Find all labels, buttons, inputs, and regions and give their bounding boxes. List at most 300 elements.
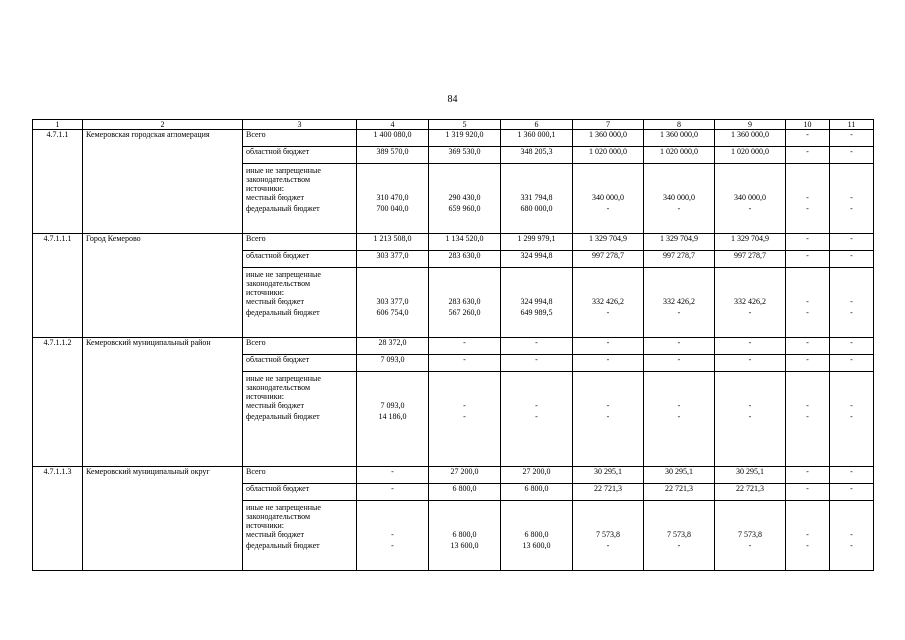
- other-sources-label: [243, 164, 357, 234]
- value-cell: 1 400 080,0: [357, 130, 429, 147]
- source-label-line: источники:: [246, 288, 284, 297]
- blank-line: [833, 374, 870, 383]
- blank-line: [789, 392, 826, 401]
- blank-line: [504, 184, 569, 193]
- blank-line: [432, 503, 497, 512]
- value-cell: -: [786, 251, 830, 268]
- column-number: 4: [357, 120, 429, 130]
- value-stack: [432, 503, 497, 550]
- local-value: -: [850, 193, 853, 202]
- local-value: 332 426,2: [663, 297, 695, 306]
- value-stack: [833, 503, 870, 550]
- other-sources-lines: [246, 270, 353, 317]
- blank-line: [432, 288, 497, 297]
- value-cell: 1 360 000,0: [573, 130, 644, 147]
- value-cell: [573, 372, 644, 467]
- blank-line: [360, 374, 425, 383]
- territory-name: Кемеровский муниципальный округ: [83, 467, 243, 571]
- column-number: 9: [715, 120, 786, 130]
- value-cell: 283 630,0: [429, 251, 501, 268]
- blank-line: [647, 392, 711, 401]
- value-cell: 22 721,3: [644, 484, 715, 501]
- blank-line: [789, 270, 826, 279]
- column-number: 1: [33, 120, 83, 130]
- column-number: 11: [830, 120, 874, 130]
- value-cell: 1 329 704,9: [573, 234, 644, 251]
- value-cell: 1 360 000,1: [501, 130, 573, 147]
- blank-line: [789, 521, 826, 530]
- federal-value: -: [806, 204, 809, 213]
- source-label-line: источники:: [246, 184, 284, 193]
- value-cell: -: [715, 355, 786, 372]
- column-number: 10: [786, 120, 830, 130]
- blank-line: [789, 175, 826, 184]
- value-cell: -: [357, 484, 429, 501]
- blank-line: [360, 288, 425, 297]
- value-stack: [576, 166, 640, 213]
- blank-line: [647, 521, 711, 530]
- blank-line: [360, 184, 425, 193]
- source-label-line: федеральный бюджет: [246, 308, 320, 317]
- other-sources-lines: [246, 503, 353, 550]
- value-cell: -: [786, 484, 830, 501]
- federal-value: -: [606, 204, 610, 213]
- federal-value: -: [806, 412, 809, 421]
- blank-line: [432, 512, 497, 521]
- blank-line: [789, 503, 826, 512]
- local-value: -: [806, 193, 809, 202]
- blank-line: [647, 270, 711, 279]
- blank-line: [833, 175, 870, 184]
- blank-line: [576, 392, 640, 401]
- value-cell: 1 020 000,0: [573, 147, 644, 164]
- value-cell: 348 205,3: [501, 147, 573, 164]
- blank-line: [576, 521, 640, 530]
- value-cell: 1 299 979,1: [501, 234, 573, 251]
- blank-line: [504, 270, 569, 279]
- local-value: 310 470,0: [376, 193, 409, 202]
- blank-line: [718, 184, 782, 193]
- value-stack: [647, 270, 711, 317]
- territory-name: Кемеровская городская агломерация: [83, 130, 243, 234]
- blank-line: [432, 374, 497, 383]
- row-total: [33, 338, 874, 355]
- blank-line: [432, 392, 497, 401]
- value-stack: [504, 503, 569, 550]
- value-cell: -: [786, 147, 830, 164]
- local-value: 290 430,0: [448, 193, 481, 202]
- value-cell: [644, 372, 715, 467]
- source-label-line: иные не запрещенные: [246, 374, 321, 383]
- other-sources-lines: [246, 166, 353, 213]
- value-cell: 324 994,8: [501, 251, 573, 268]
- local-value: -: [806, 401, 809, 410]
- federal-value: -: [748, 204, 752, 213]
- source-label-line: федеральный бюджет: [246, 412, 320, 421]
- value-stack: [647, 166, 711, 213]
- blank-line: [576, 374, 640, 383]
- blank-line: [718, 512, 782, 521]
- column-number: 6: [501, 120, 573, 130]
- blank-line: [718, 279, 782, 288]
- blank-line: [647, 503, 711, 512]
- source-label-line: иные не запрещенные: [246, 166, 321, 175]
- local-value: -: [806, 297, 809, 306]
- blank-line: [718, 503, 782, 512]
- federal-value: -: [463, 412, 466, 421]
- blank-line: [718, 288, 782, 297]
- federal-value: -: [748, 412, 752, 421]
- value-cell: 1 020 000,0: [644, 147, 715, 164]
- blank-line: [789, 374, 826, 383]
- source-label-line: местный бюджет: [246, 401, 304, 410]
- blank-line: [789, 279, 826, 288]
- local-value: -: [850, 297, 853, 306]
- blank-line: [576, 166, 640, 175]
- source-regional-label: областной бюджет: [243, 355, 357, 372]
- federal-value: -: [748, 541, 752, 550]
- blank-line: [576, 270, 640, 279]
- value-cell: 389 570,0: [357, 147, 429, 164]
- blank-line: [647, 279, 711, 288]
- value-cell: 1 213 508,0: [357, 234, 429, 251]
- blank-line: [789, 166, 826, 175]
- blank-line: [833, 279, 870, 288]
- column-number: 3: [243, 120, 357, 130]
- blank-line: [432, 184, 497, 193]
- local-value: 7 573,8: [667, 530, 691, 539]
- local-value: 332 426,2: [592, 297, 624, 306]
- blank-line: [504, 288, 569, 297]
- blank-line: [360, 383, 425, 392]
- local-value: 7 573,8: [738, 530, 762, 539]
- source-regional-label: областной бюджет: [243, 251, 357, 268]
- local-value: 303 377,0: [376, 297, 409, 306]
- local-value: 7 093,0: [380, 401, 405, 410]
- source-label-line: местный бюджет: [246, 193, 304, 202]
- value-cell: -: [786, 130, 830, 147]
- blank-line: [432, 270, 497, 279]
- value-stack: [647, 503, 711, 550]
- value-cell: 303 377,0: [357, 251, 429, 268]
- value-stack: [576, 270, 640, 317]
- federal-value: 680 000,0: [520, 204, 553, 213]
- column-number-row: [33, 120, 874, 130]
- value-cell: [429, 164, 501, 234]
- value-stack: [504, 270, 569, 317]
- blank-line: [576, 175, 640, 184]
- source-regional-label: областной бюджет: [243, 484, 357, 501]
- federal-value: 606 754,0: [376, 308, 409, 317]
- source-label-line: законодательством: [246, 175, 311, 184]
- blank-line: [789, 184, 826, 193]
- value-cell: [830, 501, 874, 571]
- federal-value: -: [850, 204, 853, 213]
- federal-value: -: [535, 412, 538, 421]
- blank-line: [647, 383, 711, 392]
- value-cell: [357, 268, 429, 338]
- local-value: -: [535, 401, 538, 410]
- federal-value: -: [606, 308, 610, 317]
- value-cell: [786, 164, 830, 234]
- value-cell: -: [357, 467, 429, 484]
- column-number: 5: [429, 120, 501, 130]
- blank-line: [432, 279, 497, 288]
- measure-code: 4.7.1.1.3: [33, 467, 83, 571]
- blank-line: [647, 184, 711, 193]
- source-label-line: законодательством: [246, 512, 311, 521]
- federal-value: 567 260,0: [448, 308, 481, 317]
- source-label-line: федеральный бюджет: [246, 204, 320, 213]
- value-cell: 27 200,0: [429, 467, 501, 484]
- federal-value: 700 040,0: [376, 204, 409, 213]
- value-cell: -: [501, 355, 573, 372]
- local-value: 340 000,0: [734, 193, 766, 202]
- federal-value: -: [677, 308, 681, 317]
- value-stack: [360, 166, 425, 213]
- source-label-line: федеральный бюджет: [246, 541, 320, 550]
- blank-line: [576, 503, 640, 512]
- source-label-line: источники:: [246, 521, 284, 530]
- other-sources-label: [243, 372, 357, 467]
- value-cell: [644, 164, 715, 234]
- blank-line: [789, 383, 826, 392]
- source-label-line: местный бюджет: [246, 297, 304, 306]
- value-stack: [360, 270, 425, 317]
- value-cell: [786, 372, 830, 467]
- federal-value: -: [677, 412, 681, 421]
- blank-line: [789, 288, 826, 297]
- row-total: [33, 130, 874, 147]
- federal-value: -: [677, 541, 681, 550]
- blank-line: [833, 512, 870, 521]
- value-cell: 1 134 520,0: [429, 234, 501, 251]
- value-stack: [647, 374, 711, 421]
- value-cell: 1 319 920,0: [429, 130, 501, 147]
- blank-line: [718, 392, 782, 401]
- value-cell: 997 278,7: [644, 251, 715, 268]
- local-value: -: [748, 401, 752, 410]
- other-sources-label: [243, 268, 357, 338]
- blank-line: [718, 175, 782, 184]
- federal-value: 649 989,5: [520, 308, 553, 317]
- source-total-label: Всего: [243, 467, 357, 484]
- blank-line: [833, 288, 870, 297]
- local-value: -: [806, 530, 809, 539]
- territory-name: Кемеровский муниципальный район: [83, 338, 243, 467]
- other-sources-lines: [246, 374, 353, 421]
- value-stack: [360, 503, 425, 550]
- blank-line: [504, 521, 569, 530]
- value-stack: [833, 166, 870, 213]
- value-stack: [432, 374, 497, 421]
- value-cell: 997 278,7: [573, 251, 644, 268]
- blank-line: [833, 383, 870, 392]
- value-cell: 22 721,3: [715, 484, 786, 501]
- value-cell: -: [644, 338, 715, 355]
- value-cell: -: [830, 251, 874, 268]
- value-cell: [429, 268, 501, 338]
- row-total: [33, 467, 874, 484]
- blank-line: [718, 521, 782, 530]
- federal-value: 13 600,0: [522, 541, 551, 550]
- value-cell: 7 093,0: [357, 355, 429, 372]
- value-cell: [501, 268, 573, 338]
- blank-line: [833, 503, 870, 512]
- blank-line: [360, 166, 425, 175]
- value-cell: [357, 501, 429, 571]
- local-value: 7 573,8: [596, 530, 620, 539]
- local-value: -: [850, 401, 853, 410]
- blank-line: [576, 383, 640, 392]
- blank-line: [360, 279, 425, 288]
- source-label-line: законодательством: [246, 383, 311, 392]
- value-cell: [357, 164, 429, 234]
- blank-line: [504, 279, 569, 288]
- local-value: 340 000,0: [663, 193, 695, 202]
- value-stack: [504, 166, 569, 213]
- federal-value: -: [850, 541, 853, 550]
- value-cell: 30 295,1: [644, 467, 715, 484]
- local-value: -: [606, 401, 610, 410]
- value-cell: [715, 501, 786, 571]
- value-cell: -: [786, 234, 830, 251]
- value-stack: [718, 166, 782, 213]
- blank-line: [504, 392, 569, 401]
- measure-code: 4.7.1.1.1: [33, 234, 83, 338]
- value-cell: [357, 372, 429, 467]
- value-cell: -: [786, 467, 830, 484]
- blank-line: [576, 512, 640, 521]
- blank-line: [718, 374, 782, 383]
- source-regional-label: областной бюджет: [243, 147, 357, 164]
- value-cell: [715, 372, 786, 467]
- value-cell: -: [429, 338, 501, 355]
- source-total-label: Всего: [243, 130, 357, 147]
- other-sources-label: [243, 501, 357, 571]
- value-cell: -: [830, 338, 874, 355]
- value-cell: -: [830, 484, 874, 501]
- blank-line: [504, 175, 569, 184]
- value-stack: [789, 166, 826, 213]
- blank-line: [432, 383, 497, 392]
- blank-line: [647, 175, 711, 184]
- local-value: 6 800,0: [524, 530, 549, 539]
- federal-value: -: [806, 541, 809, 550]
- blank-line: [504, 503, 569, 512]
- row-total: [33, 234, 874, 251]
- value-stack: [789, 374, 826, 421]
- blank-line: [504, 383, 569, 392]
- value-cell: [830, 164, 874, 234]
- value-cell: -: [830, 147, 874, 164]
- value-cell: [786, 268, 830, 338]
- value-stack: [789, 270, 826, 317]
- measure-code: 4.7.1.1: [33, 130, 83, 234]
- value-stack: [718, 270, 782, 317]
- source-label-line: законодательством: [246, 279, 311, 288]
- blank-line: [647, 288, 711, 297]
- value-stack: [432, 166, 497, 213]
- value-cell: [715, 164, 786, 234]
- federal-value: -: [391, 541, 394, 550]
- value-cell: 22 721,3: [573, 484, 644, 501]
- value-cell: 28 372,0: [357, 338, 429, 355]
- blank-line: [789, 512, 826, 521]
- page-number: 84: [447, 94, 458, 105]
- blank-line: [360, 521, 425, 530]
- local-value: -: [677, 401, 681, 410]
- value-cell: 1 360 000,0: [715, 130, 786, 147]
- federal-value: -: [748, 308, 752, 317]
- value-cell: 27 200,0: [501, 467, 573, 484]
- blank-line: [576, 279, 640, 288]
- federal-value: -: [850, 308, 853, 317]
- budget-table: [32, 119, 874, 571]
- local-value: 331 794,8: [520, 193, 553, 202]
- local-value: 332 426,2: [734, 297, 766, 306]
- value-cell: 1 329 704,9: [644, 234, 715, 251]
- local-value: -: [850, 530, 853, 539]
- value-stack: [504, 374, 569, 421]
- value-cell: 1 360 000,0: [644, 130, 715, 147]
- value-cell: 30 295,1: [573, 467, 644, 484]
- federal-value: -: [606, 541, 610, 550]
- blank-line: [504, 512, 569, 521]
- territory-name: Город Кемерово: [83, 234, 243, 338]
- federal-value: -: [850, 412, 853, 421]
- source-label-line: источники:: [246, 392, 284, 401]
- blank-line: [432, 521, 497, 530]
- value-stack: [576, 374, 640, 421]
- blank-line: [833, 184, 870, 193]
- federal-value: -: [806, 308, 809, 317]
- column-number: 8: [644, 120, 715, 130]
- value-cell: [501, 164, 573, 234]
- local-value: 324 994,8: [520, 297, 553, 306]
- value-cell: -: [830, 355, 874, 372]
- value-stack: [360, 374, 425, 421]
- value-cell: -: [429, 355, 501, 372]
- blank-line: [647, 166, 711, 175]
- value-cell: [429, 372, 501, 467]
- value-stack: [576, 503, 640, 550]
- value-cell: -: [830, 130, 874, 147]
- blank-line: [647, 512, 711, 521]
- blank-line: [647, 374, 711, 383]
- value-cell: [573, 268, 644, 338]
- value-cell: [830, 372, 874, 467]
- column-number: 2: [83, 120, 243, 130]
- local-value: -: [463, 401, 466, 410]
- column-number: 7: [573, 120, 644, 130]
- blank-line: [718, 166, 782, 175]
- source-label-line: местный бюджет: [246, 530, 304, 539]
- local-value: -: [391, 530, 394, 539]
- blank-line: [718, 270, 782, 279]
- local-value: 6 800,0: [452, 530, 477, 539]
- value-stack: [432, 270, 497, 317]
- value-cell: [501, 501, 573, 571]
- source-label-line: иные не запрещенные: [246, 503, 321, 512]
- local-value: 283 630,0: [448, 297, 481, 306]
- value-stack: [789, 503, 826, 550]
- blank-line: [833, 166, 870, 175]
- federal-value: 13 600,0: [450, 541, 479, 550]
- value-cell: 6 800,0: [501, 484, 573, 501]
- blank-line: [432, 166, 497, 175]
- value-cell: [786, 501, 830, 571]
